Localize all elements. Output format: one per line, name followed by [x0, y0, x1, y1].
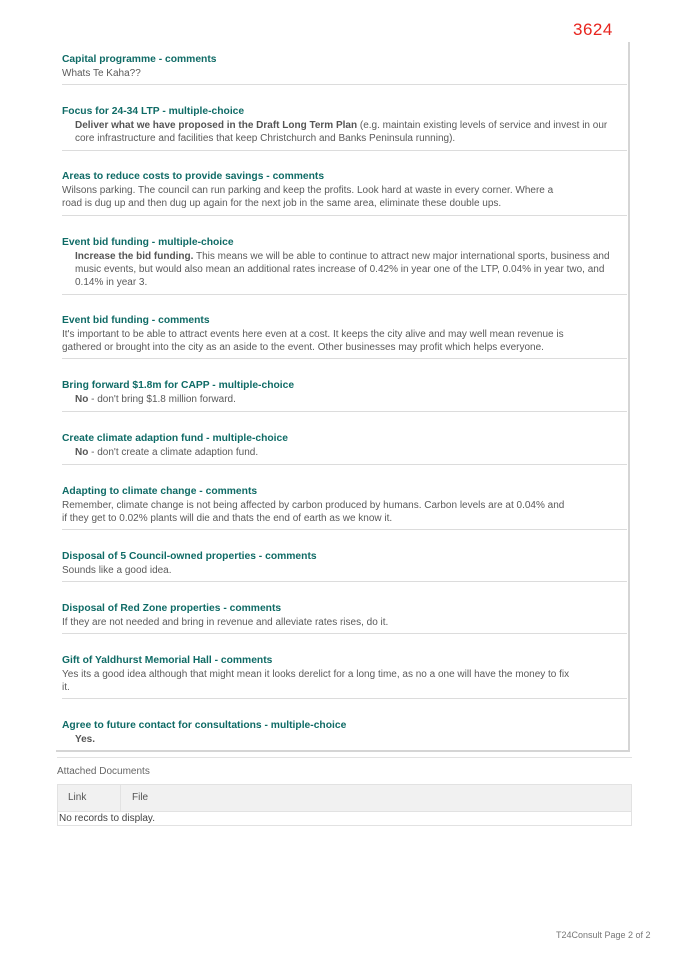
section-choice	[62, 393, 628, 406]
section-climate-change-comments	[62, 485, 628, 525]
section-capital-programme-comments	[62, 53, 628, 80]
empty-table-message: No records to display.	[59, 813, 155, 824]
divider	[62, 150, 627, 151]
choice-selected: No	[75, 447, 89, 458]
column-header-link[interactable]: Link	[58, 785, 121, 811]
divider	[62, 464, 627, 465]
section-comment: Remember, climate change is not being affected by carbon produced by humans. Carbon levels are at 0.04% and if they get to 0.02% plants will die and thats the end of earth as we know it.	[62, 500, 565, 524]
section-title: Areas to reduce costs to provide savings - comments	[62, 171, 325, 182]
section-title: Capital programme - comments	[62, 54, 217, 65]
section-event-bid-comments	[62, 314, 628, 354]
section-comment: It's important to be able to attract events here even at a cost. It keeps the city alive and may well mean revenue is gathered or brought into the city as an aside to the event. Other businesses may profit which helps everyone.	[62, 329, 564, 353]
attached-divider	[57, 757, 632, 758]
section-choice	[62, 119, 628, 145]
section-title: Disposal of 5 Council-owned properties - comments	[62, 551, 317, 562]
section-comment: Yes its a good idea although that might mean it looks derelict for a long time, as no a one will have the money to fix it.	[62, 669, 570, 693]
divider	[62, 294, 627, 295]
section-event-bid-choice	[62, 236, 628, 289]
section-yaldhurst-hall-comments	[62, 654, 628, 694]
section-comment: Wilsons parking. The council can run parking and keep the profits. Look hard at waste in every corner. Where a road is dug up and then dug up again for the next job in the same area, eliminate these double ups.	[62, 185, 554, 209]
section-future-contact-choice	[62, 719, 628, 746]
column-header-file[interactable]: File	[132, 792, 149, 803]
section-choice	[62, 446, 628, 459]
page-footer: T24Consult Page 2 of 2	[556, 930, 651, 940]
section-title: Disposal of Red Zone properties - comments	[62, 603, 282, 614]
section-comment: Sounds like a good idea.	[62, 565, 172, 576]
section-title: Event bid funding - multiple-choice	[62, 237, 234, 248]
section-capp-choice	[62, 379, 628, 406]
section-focus-ltp-choice	[62, 105, 628, 145]
section-title: Event bid funding - comments	[62, 315, 210, 326]
divider	[62, 215, 627, 216]
attached-documents-heading: Attached Documents	[57, 766, 150, 777]
page-number: 3624	[573, 20, 613, 39]
section-title: Agree to future contact for consultations - multiple-choice	[62, 720, 347, 731]
section-comment: If they are not needed and bring in revenue and alleviate rates rises, do it.	[62, 617, 389, 628]
attached-documents-table	[57, 784, 632, 826]
section-title: Focus for 24-34 LTP - multiple-choice	[62, 106, 245, 117]
section-climate-fund-choice	[62, 432, 628, 459]
section-title: Adapting to climate change - comments	[62, 486, 258, 497]
divider	[62, 529, 627, 530]
choice-detail: - don't create a climate adaption fund.	[88, 447, 259, 458]
choice-detail: This means we will be able to continue to attract new major international sports, business and music events, but would also mean an additional rates increase of 0.42% in year one of the LTP, 0.04% in year two, and 0.14% in year 3.	[75, 251, 610, 288]
section-council-properties-comments	[62, 550, 628, 577]
divider	[62, 581, 627, 582]
table-header	[58, 785, 631, 812]
divider	[62, 633, 627, 634]
choice-detail: - don't bring $1.8 million forward.	[88, 394, 236, 405]
section-comment: Whats Te Kaha??	[62, 68, 141, 79]
section-red-zone-comments	[62, 602, 628, 629]
section-choice	[62, 733, 628, 746]
choice-selected: No	[75, 394, 89, 405]
divider	[62, 411, 627, 412]
choice-selected: Yes.	[75, 734, 96, 745]
choice-selected: Deliver what we have proposed in the Draft Long Term Plan	[75, 120, 358, 131]
section-reduce-costs-comments	[62, 170, 628, 210]
divider	[62, 84, 627, 85]
divider	[62, 698, 627, 699]
section-title: Bring forward $1.8m for CAPP - multiple-choice	[62, 380, 295, 391]
divider	[62, 358, 627, 359]
section-choice	[62, 250, 628, 289]
choice-selected: Increase the bid funding.	[75, 251, 194, 262]
section-title: Gift of Yaldhurst Memorial Hall - comments	[62, 655, 273, 666]
section-title: Create climate adaption fund - multiple-choice	[62, 433, 288, 444]
choice-detail: (e.g. maintain existing levels of service and invest in our core infrastructure and facilities that keep Christchurch and Banks Peninsula running).	[75, 120, 608, 144]
